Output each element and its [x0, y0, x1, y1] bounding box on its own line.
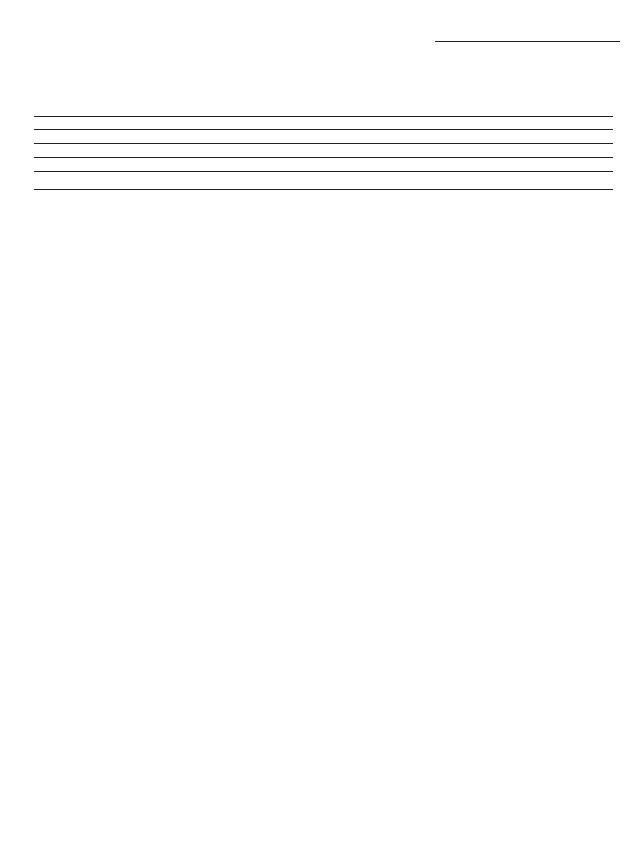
rule-diametral-bottom	[34, 143, 613, 144]
gost-header	[435, 22, 620, 42]
diametral-values-row	[0, 129, 640, 143]
rule-deviations	[34, 189, 613, 190]
radial-values-row	[0, 157, 640, 171]
rule-radial-bottom	[34, 171, 613, 172]
rule-top	[34, 116, 613, 117]
